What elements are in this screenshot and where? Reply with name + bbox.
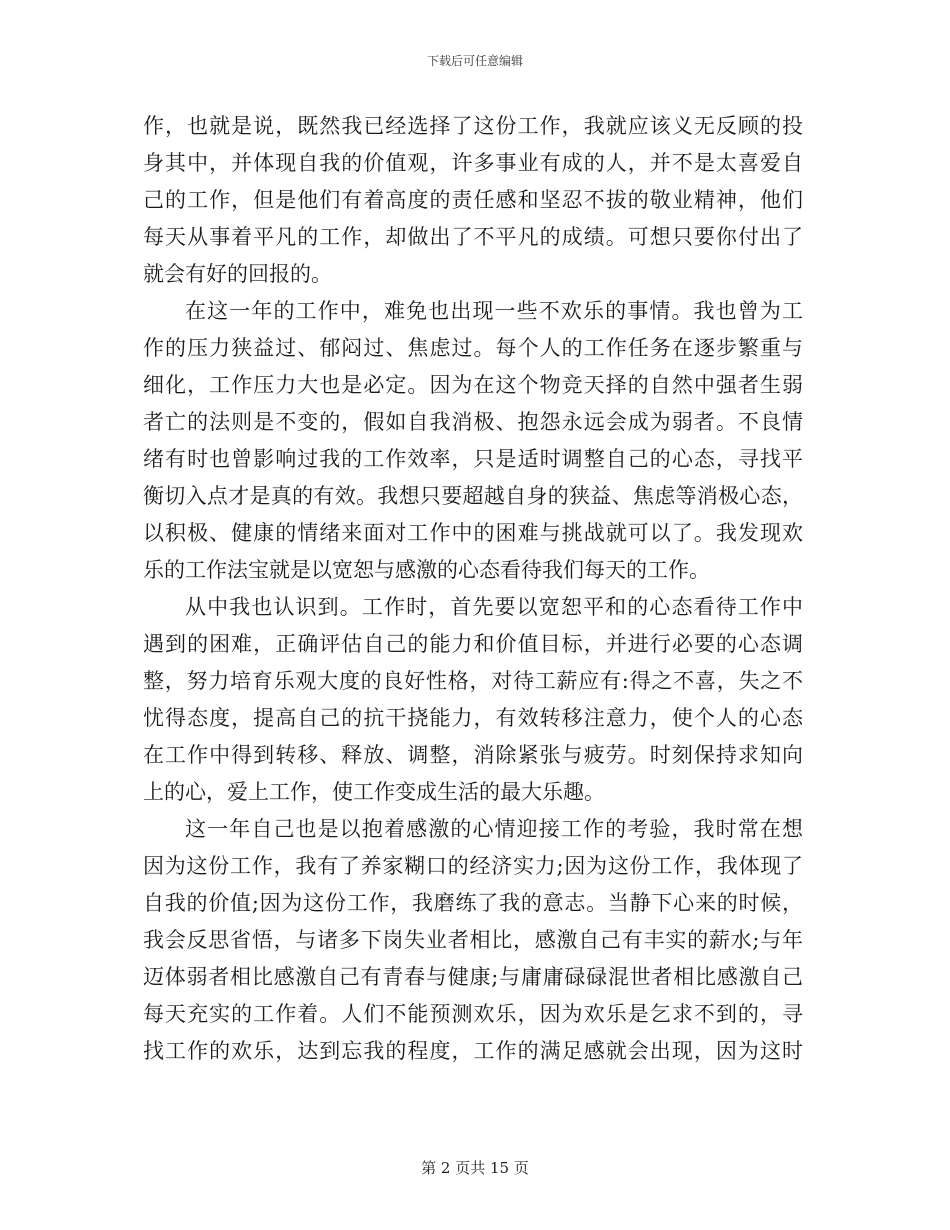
text-line: 上的心，爱上工作，使工作变成生活的最大乐趣。: [143, 780, 605, 804]
text-line: 因为这份工作，我有了养家糊口的经济实力;因为这份工作，我体现了: [143, 854, 803, 878]
text-line: 以积极、健康的情绪来面对工作中的困难与挑战就可以了。我发现欢: [143, 521, 803, 545]
text-line: 迈体弱者相比感激自己有青春与健康;与庸庸碌碌混世者相比感激自己: [143, 965, 803, 989]
text-line: 在工作中得到转移、释放、调整，消除紧张与疲劳。时刻保持求知向: [143, 743, 803, 767]
document-body: [143, 108, 803, 1070]
page-footer: 第 2 页共 15 页: [421, 1159, 529, 1177]
text-line: 作，也就是说，既然我已经选择了这份工作，我就应该义无反顾的投: [143, 114, 803, 138]
paragraph: [143, 589, 803, 811]
text-line: 每天充实的工作着。人们不能预测欢乐，因为欢乐是乞求不到的，寻: [143, 1002, 803, 1026]
text-line: 遇到的困难，正确评估自己的能力和价值目标，并进行必要的心态调: [143, 632, 803, 656]
paragraph: [143, 108, 803, 293]
text-line: 每天从事着平凡的工作，却做出了不平凡的成绩。可想只要你付出了: [143, 225, 803, 249]
text-line: 从中我也认识到。工作时，首先要以宽恕平和的心态看待工作中: [185, 595, 803, 619]
paragraph: [143, 293, 803, 589]
text-line: 这一年自己也是以抱着感激的心情迎接工作的考验，我时常在想: [185, 817, 803, 841]
text-line: 己的工作，但是他们有着高度的责任感和坚忍不拔的敬业精神，他们: [143, 188, 803, 212]
text-line: 在这一年的工作中，难免也出现一些不欢乐的事情。我也曾为工: [185, 299, 803, 323]
text-line: 就会有好的回报的。: [143, 262, 332, 286]
text-line: 作的压力狭益过、郁闷过、焦虑过。每个人的工作任务在逐步繁重与: [143, 336, 803, 360]
text-line: 自我的价值;因为这份工作，我磨练了我的意志。当静下心来的时候，: [143, 891, 803, 915]
page-header: 下载后可任意编辑: [426, 54, 523, 68]
text-line: 身其中，并体现自我的价值观，许多事业有成的人，并不是太喜爱自: [143, 151, 803, 175]
text-line: 找工作的欢乐，达到忘我的程度，工作的满足感就会出现，因为这时: [143, 1039, 803, 1063]
text-line: 忧得态度，提高自己的抗干挠能力，有效转移注意力，使个人的心态: [143, 706, 803, 730]
text-line: 整，努力培育乐观大度的良好性格，对待工薪应有:得之不喜，失之不: [143, 669, 803, 693]
text-line: 者亡的法则是不变的，假如自我消极、抱怨永远会成为弱者。不良情: [143, 410, 803, 434]
paragraph: [143, 811, 803, 1070]
text-line: 衡切入点才是真的有效。我想只要超越自身的狭益、焦虑等消极心态，: [143, 484, 803, 508]
text-line: 细化，工作压力大也是必定。因为在这个物竞天择的自然中强者生弱: [143, 373, 803, 397]
text-line: 我会反思省悟，与诸多下岗失业者相比，感激自己有丰实的薪水;与年: [143, 928, 803, 952]
text-line: 乐的工作法宝就是以宽恕与感激的心态看待我们每天的工作。: [143, 558, 710, 582]
text-line: 绪有时也曾影响过我的工作效率，只是适时调整自己的心态，寻找平: [143, 447, 803, 471]
